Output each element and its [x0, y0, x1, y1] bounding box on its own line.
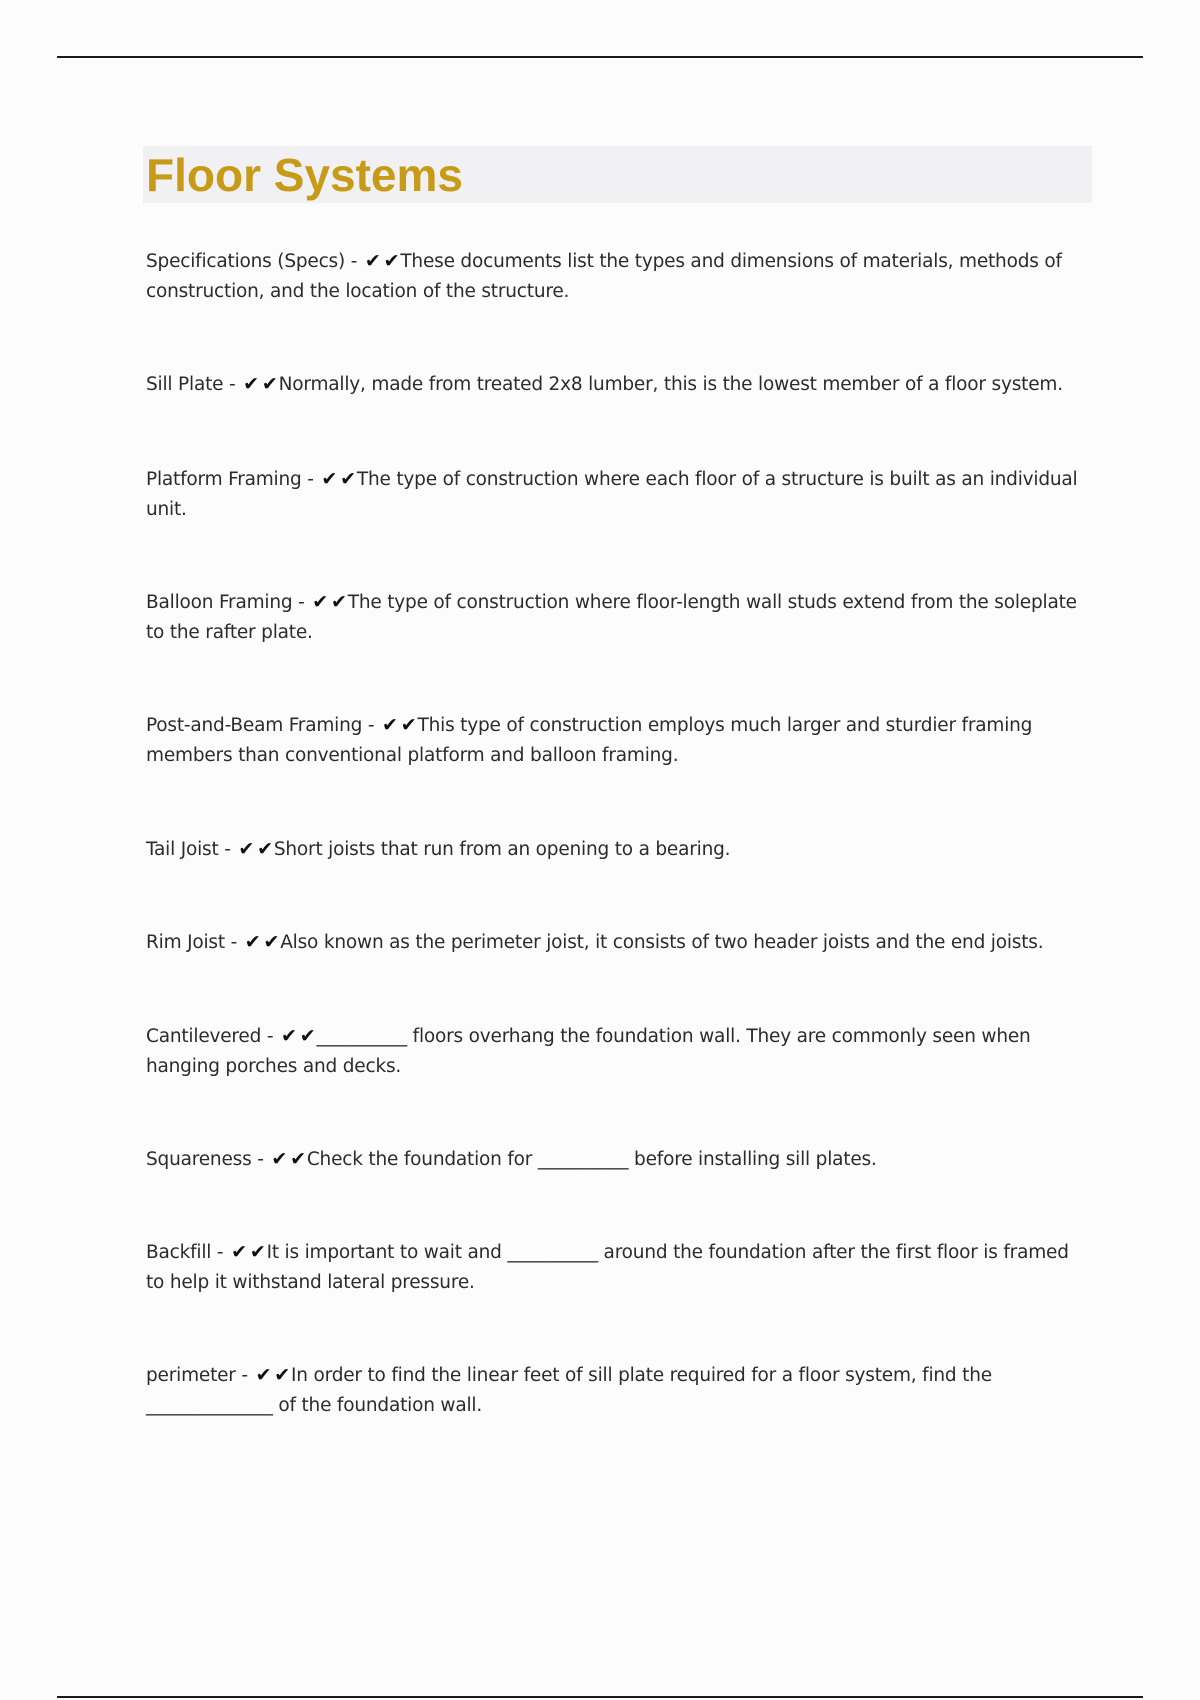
check-icon: ✔ — [331, 591, 347, 613]
top-rule — [57, 56, 1143, 58]
entry-term: Balloon Framing - — [146, 592, 305, 613]
check-icon: ✔ — [299, 1025, 316, 1047]
check-icon: ✔ — [382, 714, 398, 736]
entry-rim-joist — [146, 927, 1091, 958]
check-icon: ✔ — [340, 468, 356, 490]
entry-definition: Check the foundation for __________ before installing sill plates. — [306, 1149, 877, 1170]
entry-balloon-framing — [146, 587, 1091, 648]
entry-perimeter — [146, 1360, 1091, 1421]
check-icon: ✔ — [274, 1364, 291, 1386]
check-icon: ✔ — [257, 838, 273, 860]
check-icon: ✔ — [261, 373, 278, 395]
entry-term: Rim Joist - — [146, 932, 238, 953]
entry-cantilevered — [146, 1021, 1091, 1082]
check-icon: ✔ — [400, 714, 417, 736]
entry-definition: __________ floors overhang the foundation wall. They are commonly seen when hanging porches and decks. — [146, 1026, 1031, 1077]
check-icon: ✔ — [364, 250, 381, 272]
entry-term: perimeter - — [146, 1365, 248, 1386]
entry-definition: In order to find the linear feet of sill plate required for a floor system, find the ______________ of the foundation wall. — [146, 1365, 992, 1416]
bottom-rule — [57, 1696, 1143, 1698]
check-icon: ✔ — [244, 931, 261, 953]
entry-definition: The type of construction where floor-length wall studs extend from the soleplate to the rafter plate. — [146, 592, 1077, 643]
check-icon: ✔ — [281, 1025, 297, 1047]
check-icon: ✔ — [243, 373, 259, 395]
check-icon: ✔ — [255, 1364, 272, 1386]
entry-term: Backfill - — [146, 1242, 224, 1263]
check-icon: ✔ — [263, 931, 280, 953]
entry-term: Platform Framing - — [146, 469, 314, 490]
entry-term: Squareness - — [146, 1149, 264, 1170]
entry-term: Specifications (Specs) - — [146, 251, 358, 272]
entry-squareness — [146, 1144, 1091, 1175]
entry-term: Sill Plate - — [146, 374, 236, 395]
entry-backfill — [146, 1237, 1091, 1298]
entry-definition: These documents list the types and dimensions of materials, methods of construction, and the location of the structure. — [146, 251, 1062, 302]
entry-platform-framing — [146, 464, 1091, 525]
check-icon: ✔ — [321, 468, 338, 490]
check-icon: ✔ — [383, 250, 400, 272]
entry-definition: Short joists that run from an opening to a bearing. — [273, 839, 731, 860]
entry-sill-plate — [146, 369, 1091, 400]
entry-term: Tail Joist - — [146, 839, 231, 860]
check-icon: ✔ — [238, 838, 255, 860]
check-icon: ✔ — [249, 1241, 266, 1263]
entry-tail-joist — [146, 834, 1091, 865]
entry-term: Cantilevered - — [146, 1026, 274, 1047]
check-icon: ✔ — [271, 1148, 288, 1170]
entry-definition: It is important to wait and __________ around the foundation after the first floor is framed to help it withstand lateral pressure. — [146, 1242, 1069, 1293]
check-icon: ✔ — [290, 1148, 306, 1170]
check-icon: ✔ — [231, 1241, 247, 1263]
entry-definition: The type of construction where each floor of a structure is built as an individual unit. — [146, 469, 1078, 520]
entry-post-and-beam-framing — [146, 710, 1091, 771]
entry-specifications — [146, 246, 1091, 307]
entry-definition: Normally, made from treated 2x8 lumber, this is the lowest member of a floor system. — [278, 374, 1063, 395]
check-icon: ✔ — [312, 591, 328, 613]
entry-definition: Also known as the perimeter joist, it consists of two header joists and the end joists. — [280, 932, 1044, 953]
entry-definition: This type of construction employs much larger and sturdier framing members than conventional platform and balloon framing. — [146, 715, 1033, 766]
page-title: Floor Systems — [146, 149, 463, 201]
entry-term: Post-and-Beam Framing - — [146, 715, 375, 736]
